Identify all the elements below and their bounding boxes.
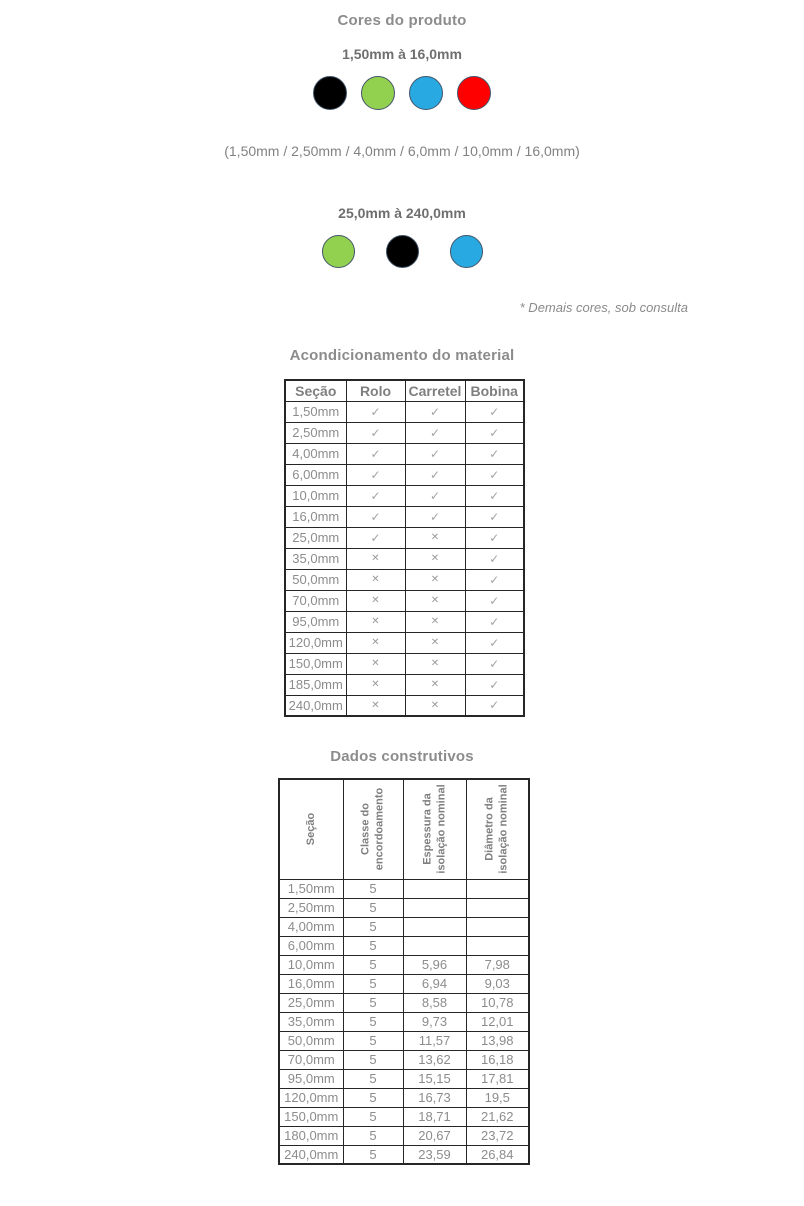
value-cell: 15,15 [403, 1069, 466, 1088]
value-cell: 20,67 [403, 1126, 466, 1145]
table-row [285, 632, 524, 653]
color-swatches-small-sizes [0, 76, 804, 110]
header-secao [279, 779, 343, 879]
check-icon: ✓ [405, 485, 465, 506]
packaging-table-body [285, 401, 524, 716]
table-row [285, 443, 524, 464]
table-row [285, 527, 524, 548]
check-icon: ✓ [346, 443, 405, 464]
table-row [279, 1088, 529, 1107]
value-cell: 11,57 [403, 1031, 466, 1050]
green-color-swatch [361, 76, 395, 110]
section-size-cell: 120,0mm [285, 632, 346, 653]
value-cell: 5 [343, 1126, 403, 1145]
section-size-cell: 35,0mm [279, 1012, 343, 1031]
page-title: Cores do produto [337, 12, 467, 29]
value-cell: 5 [343, 1145, 403, 1164]
value-cell: 5 [343, 1088, 403, 1107]
section-size-cell: 25,0mm [279, 993, 343, 1012]
section-size-cell: 6,00mm [285, 464, 346, 485]
table-header-row [285, 380, 524, 401]
check-icon: ✓ [405, 506, 465, 527]
table-row [279, 936, 529, 955]
section-size-cell: 50,0mm [279, 1031, 343, 1050]
table-row [279, 898, 529, 917]
section-size-cell: 25,0mm [285, 527, 346, 548]
section-size-cell: 4,00mm [279, 917, 343, 936]
check-icon: ✓ [465, 422, 524, 443]
value-cell [466, 936, 529, 955]
table-row [285, 506, 524, 527]
color-swatches-large-sizes [0, 235, 804, 268]
check-icon: ✓ [465, 590, 524, 611]
value-cell: 23,59 [403, 1145, 466, 1164]
check-icon: ✓ [465, 506, 524, 527]
table-row [279, 993, 529, 1012]
section-size-cell: 10,0mm [285, 485, 346, 506]
value-cell: 5 [343, 955, 403, 974]
check-icon: ✓ [346, 422, 405, 443]
header-rolo: Rolo [346, 380, 405, 401]
cross-icon: ✕ [346, 611, 405, 632]
value-cell: 12,01 [466, 1012, 529, 1031]
cross-icon: ✕ [346, 632, 405, 653]
check-icon: ✓ [346, 464, 405, 485]
section-size-cell: 16,0mm [279, 974, 343, 993]
value-cell: 26,84 [466, 1145, 529, 1164]
header-carretel: Carretel [405, 380, 465, 401]
value-cell: 6,94 [403, 974, 466, 993]
blue-color-swatch [450, 235, 483, 268]
cross-icon: ✕ [405, 632, 465, 653]
rotated-header-label: Diâmetro da isolação nominal [483, 784, 511, 874]
header-bobina: Bobina [465, 380, 524, 401]
value-cell: 5,96 [403, 955, 466, 974]
header-espessura-isolacao [403, 779, 466, 879]
value-cell: 18,71 [403, 1107, 466, 1126]
black-color-swatch [386, 235, 419, 268]
section-size-cell: 1,50mm [285, 401, 346, 422]
cross-icon: ✕ [405, 695, 465, 716]
section-size-cell: 95,0mm [285, 611, 346, 632]
cross-icon: ✕ [346, 590, 405, 611]
section-size-cell: 95,0mm [279, 1069, 343, 1088]
table-row [279, 879, 529, 898]
table-row [279, 1145, 529, 1164]
cross-icon: ✕ [405, 527, 465, 548]
size-range-label-large: 25,0mm à 240,0mm [338, 205, 466, 221]
green-color-swatch [322, 235, 355, 268]
check-icon: ✓ [465, 632, 524, 653]
section-size-cell: 2,50mm [285, 422, 346, 443]
construction-table-title: Dados construtivos [330, 748, 474, 765]
section-size-cell: 180,0mm [279, 1126, 343, 1145]
section-size-cell: 6,00mm [279, 936, 343, 955]
check-icon: ✓ [465, 611, 524, 632]
packaging-table [284, 379, 525, 717]
section-size-cell: 35,0mm [285, 548, 346, 569]
header-secao: Seção [285, 380, 346, 401]
section-size-cell: 50,0mm [285, 569, 346, 590]
section-size-cell: 120,0mm [279, 1088, 343, 1107]
cross-icon: ✕ [405, 653, 465, 674]
blue-color-swatch [409, 76, 443, 110]
value-cell: 5 [343, 974, 403, 993]
value-cell: 5 [343, 898, 403, 917]
construction-table [278, 778, 530, 1165]
table-row [285, 590, 524, 611]
value-cell: 10,78 [466, 993, 529, 1012]
value-cell [466, 917, 529, 936]
section-size-cell: 240,0mm [285, 695, 346, 716]
table-row [285, 548, 524, 569]
table-header-row [279, 779, 529, 879]
cross-icon: ✕ [346, 548, 405, 569]
cross-icon: ✕ [405, 611, 465, 632]
table-row [285, 674, 524, 695]
cross-icon: ✕ [405, 569, 465, 590]
section-size-cell: 240,0mm [279, 1145, 343, 1164]
header-classe-encordoamento [343, 779, 403, 879]
table-row [285, 695, 524, 716]
check-icon: ✓ [465, 401, 524, 422]
table-row [285, 653, 524, 674]
value-cell: 23,72 [466, 1126, 529, 1145]
value-cell: 5 [343, 1012, 403, 1031]
section-size-cell: 1,50mm [279, 879, 343, 898]
table-row [279, 955, 529, 974]
table-row [285, 569, 524, 590]
consult-footnote: * Demais cores, sob consulta [519, 300, 688, 315]
cross-icon: ✕ [346, 653, 405, 674]
value-cell: 5 [343, 917, 403, 936]
value-cell: 13,98 [466, 1031, 529, 1050]
check-icon: ✓ [405, 422, 465, 443]
value-cell [403, 917, 466, 936]
value-cell [466, 898, 529, 917]
table-row [285, 422, 524, 443]
check-icon: ✓ [465, 485, 524, 506]
check-icon: ✓ [405, 464, 465, 485]
value-cell: 16,18 [466, 1050, 529, 1069]
check-icon: ✓ [465, 653, 524, 674]
value-cell: 8,58 [403, 993, 466, 1012]
cross-icon: ✕ [346, 695, 405, 716]
cross-icon: ✕ [405, 590, 465, 611]
rotated-header-label: Classe do encordoamento [359, 788, 386, 871]
section-size-cell: 70,0mm [285, 590, 346, 611]
check-icon: ✓ [465, 443, 524, 464]
table-row [285, 401, 524, 422]
check-icon: ✓ [405, 443, 465, 464]
value-cell: 13,62 [403, 1050, 466, 1069]
check-icon: ✓ [465, 464, 524, 485]
check-icon: ✓ [465, 548, 524, 569]
check-icon: ✓ [465, 695, 524, 716]
table-row [285, 611, 524, 632]
check-icon: ✓ [465, 527, 524, 548]
section-size-cell: 16,0mm [285, 506, 346, 527]
check-icon: ✓ [405, 401, 465, 422]
value-cell: 5 [343, 879, 403, 898]
section-size-cell: 185,0mm [285, 674, 346, 695]
cross-icon: ✕ [405, 548, 465, 569]
check-icon: ✓ [465, 674, 524, 695]
table-row [279, 1107, 529, 1126]
value-cell: 9,03 [466, 974, 529, 993]
header-diametro-isolacao [466, 779, 529, 879]
value-cell [403, 898, 466, 917]
value-cell: 16,73 [403, 1088, 466, 1107]
table-row [279, 1126, 529, 1145]
red-color-swatch [457, 76, 491, 110]
value-cell: 21,62 [466, 1107, 529, 1126]
value-cell [403, 936, 466, 955]
rotated-header-label: Seção [305, 813, 318, 846]
table-row [285, 464, 524, 485]
cross-icon: ✕ [346, 569, 405, 590]
value-cell: 5 [343, 936, 403, 955]
section-size-cell: 150,0mm [285, 653, 346, 674]
value-cell: 9,73 [403, 1012, 466, 1031]
table-row [279, 1031, 529, 1050]
value-cell [466, 879, 529, 898]
rotated-header-label: Espessura da isolação nominal [421, 784, 448, 874]
table-row [279, 917, 529, 936]
check-icon: ✓ [465, 569, 524, 590]
section-size-cell: 10,0mm [279, 955, 343, 974]
check-icon: ✓ [346, 527, 405, 548]
size-list-note: (1,50mm / 2,50mm / 4,0mm / 6,0mm / 10,0mm / 16,0mm) [224, 143, 580, 159]
section-size-cell: 150,0mm [279, 1107, 343, 1126]
construction-table-body [279, 879, 529, 1164]
value-cell: 19,5 [466, 1088, 529, 1107]
check-icon: ✓ [346, 401, 405, 422]
table-row [285, 485, 524, 506]
size-range-label-small: 1,50mm à 16,0mm [342, 46, 462, 62]
table-row [279, 1050, 529, 1069]
packaging-table-title: Acondicionamento do material [289, 347, 515, 364]
value-cell: 5 [343, 1031, 403, 1050]
value-cell [403, 879, 466, 898]
table-row [279, 1012, 529, 1031]
section-size-cell: 70,0mm [279, 1050, 343, 1069]
check-icon: ✓ [346, 506, 405, 527]
value-cell: 5 [343, 1107, 403, 1126]
value-cell: 7,98 [466, 955, 529, 974]
cross-icon: ✕ [405, 674, 465, 695]
check-icon: ✓ [346, 485, 405, 506]
value-cell: 5 [343, 1050, 403, 1069]
section-size-cell: 4,00mm [285, 443, 346, 464]
value-cell: 17,81 [466, 1069, 529, 1088]
section-size-cell: 2,50mm [279, 898, 343, 917]
value-cell: 5 [343, 1069, 403, 1088]
table-row [279, 1069, 529, 1088]
table-row [279, 974, 529, 993]
black-color-swatch [313, 76, 347, 110]
value-cell: 5 [343, 993, 403, 1012]
cross-icon: ✕ [346, 674, 405, 695]
